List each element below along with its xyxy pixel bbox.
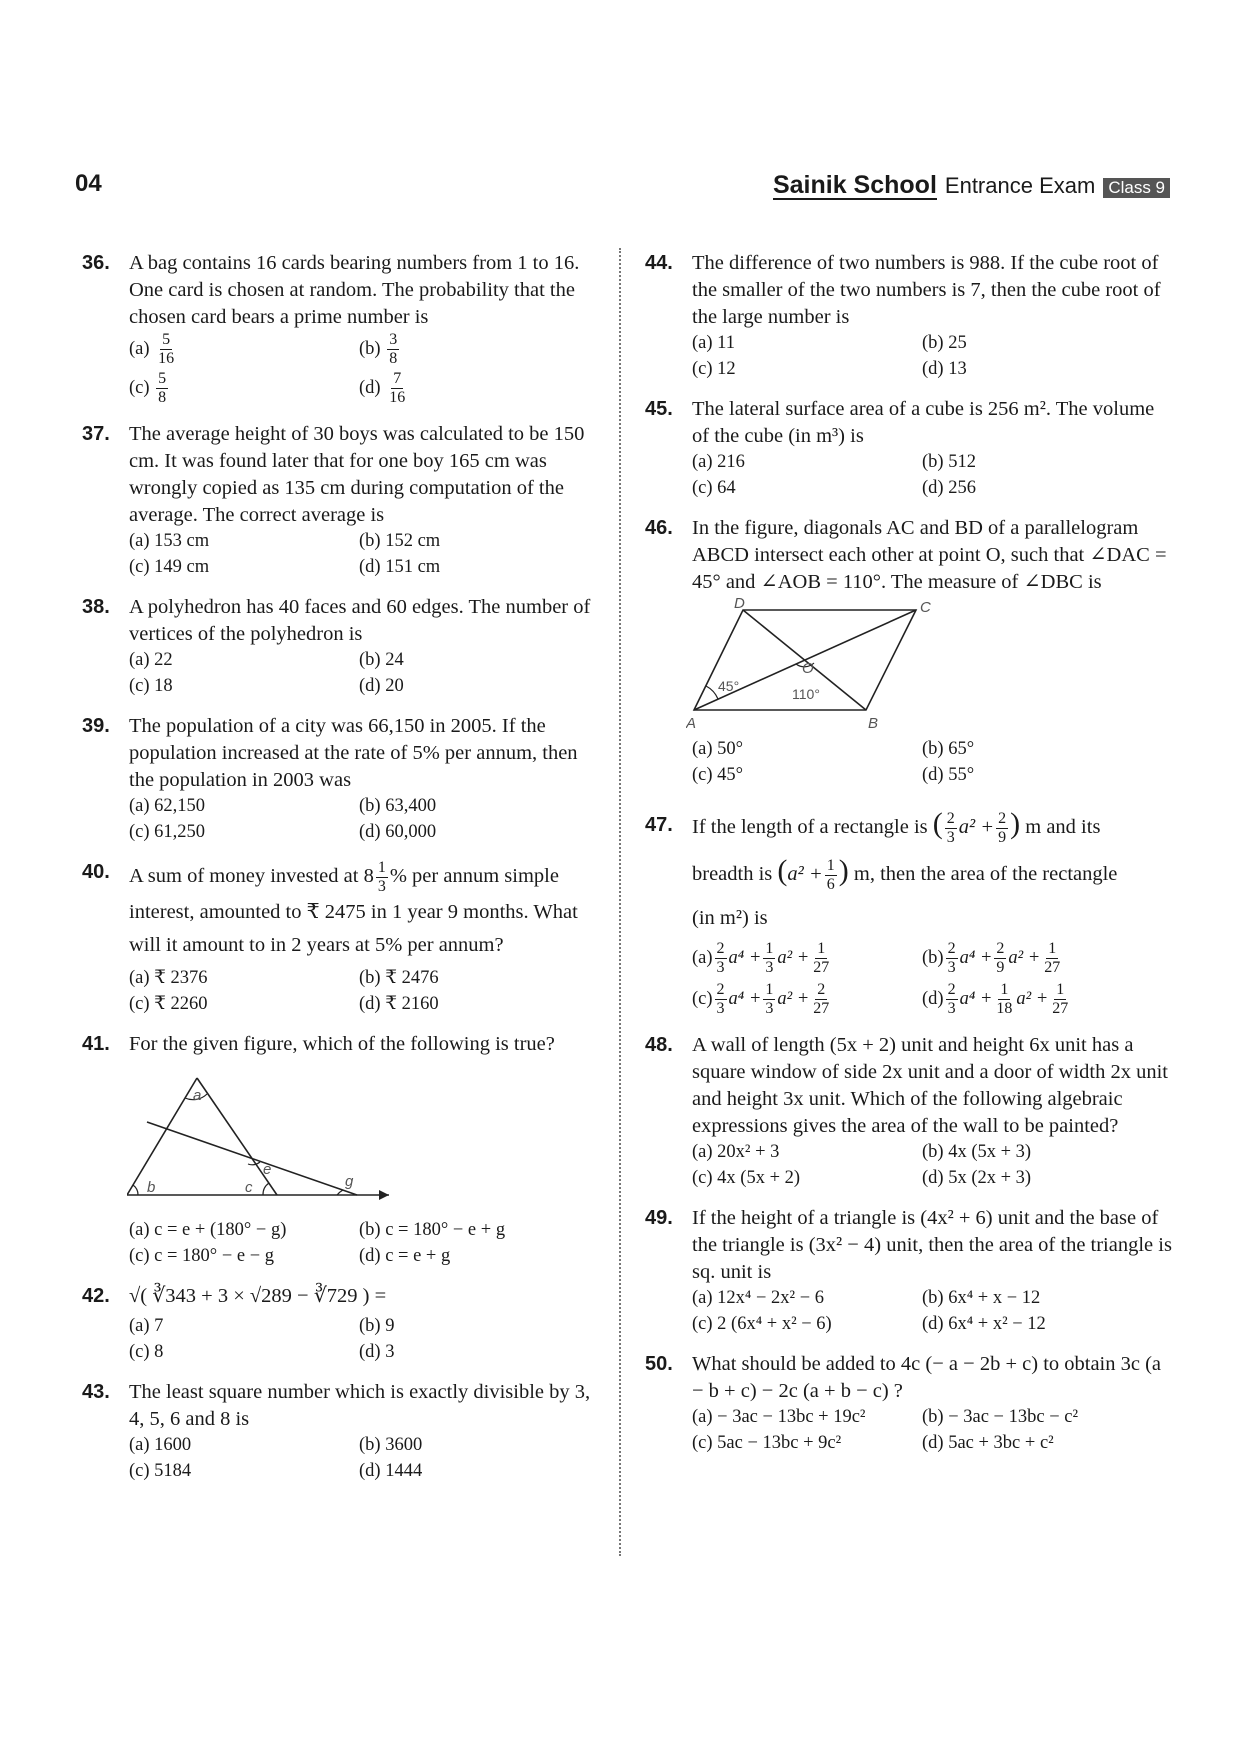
option-b: (b) 9 <box>359 1316 395 1336</box>
question-number: 49. <box>645 1207 673 1229</box>
option-b: (b) c = 180° − e + g <box>359 1220 506 1240</box>
option-d: (d) $\frac{7}{16}$ <box>359 370 406 406</box>
question-36 <box>82 250 602 407</box>
question-text: A bag contains 16 cards bearing numbers from 1 to 16. One card is chosen at random. The probability that the chosen card bears a prime number is <box>129 252 580 328</box>
option-c: (c) 64 <box>692 478 736 498</box>
question-number: 45. <box>645 398 673 420</box>
question-49 <box>645 1205 1175 1337</box>
option-a: (a) 11 <box>692 333 735 353</box>
question-43 <box>82 1379 602 1484</box>
option-d: (d) $\frac{2}{3}$ a⁴ + $\frac{1}{18}$ a² + $\frac{1}{27}$ <box>922 981 1069 1017</box>
left-column <box>82 250 602 1498</box>
label-110: 110° <box>792 686 820 702</box>
question-number: 41. <box>82 1033 110 1055</box>
label-a: a <box>193 1087 202 1104</box>
option-c: (c) 5184 <box>129 1461 192 1481</box>
options <box>692 1405 1175 1456</box>
option-c: (c) 18 <box>129 676 173 696</box>
label-g: g <box>345 1173 354 1190</box>
options <box>692 737 1175 788</box>
option-b: (b) 24 <box>359 650 404 670</box>
triangle-figure <box>127 1064 427 1214</box>
option-d: (d) 6x⁴ + x² − 12 <box>922 1314 1046 1334</box>
question-44 <box>645 250 1175 382</box>
options <box>692 1286 1175 1337</box>
option-d: (d) 256 <box>922 478 976 498</box>
option-b: (b) 25 <box>922 333 967 353</box>
options <box>129 794 602 845</box>
options <box>692 940 1175 1018</box>
question-50 <box>645 1351 1175 1456</box>
question-46 <box>645 515 1175 788</box>
option-c: (c) 12 <box>692 359 736 379</box>
question-41 <box>82 1031 602 1269</box>
option-a: (a) 62,150 <box>129 796 206 816</box>
option-b: (b) 152 cm <box>359 531 441 551</box>
fraction: $\frac{1}{3}$ <box>377 859 386 895</box>
question-40 <box>82 859 602 1017</box>
option-c: (c) 45° <box>692 765 744 785</box>
option-a: (a) 22 <box>129 650 173 670</box>
option-a: (a) $\frac{5}{16}$ <box>129 331 175 367</box>
option-d: (d) 13 <box>922 359 967 379</box>
options <box>129 966 602 1017</box>
column-divider <box>619 248 621 1556</box>
option-d: (d) 5x (2x + 3) <box>922 1168 1032 1188</box>
option-a: (a) 20x² + 3 <box>692 1142 780 1162</box>
question-39 <box>82 713 602 845</box>
question-number: 39. <box>82 715 110 737</box>
option-a: (a) − 3ac − 13bc + 19c² <box>692 1407 866 1427</box>
question-text: What should be added to 4c (− a − 2b + c) to obtain 3c (a − b + c) − 2c (a + b − c) ? <box>692 1353 1162 1402</box>
question-text: If the length of a rectangle is ( $\frac{2}{3}$ a² + $\frac{2}{9}$ ) m and its breadth is (a² + $\frac{1}{6}$ ) m, then the area of the rectangle (in m²) is <box>692 807 1118 929</box>
question-number: 38. <box>82 596 110 618</box>
question-number: 42. <box>82 1285 110 1307</box>
question-text: If the height of a triangle is (4x² + 6) unit and the base of the triangle is (3x² − 4) unit, then the area of the triangle is sq. unit is <box>692 1207 1172 1283</box>
option-a: (a) 7 <box>129 1316 164 1336</box>
question-text: The average height of 30 boys was calculated to be 150 cm. It was found later that for one boy 165 cm was wrongly copied as 135 cm during computation of the average. The correct average is <box>129 423 585 526</box>
option-d: (d) 3 <box>359 1342 395 1362</box>
label-O: O <box>802 660 814 677</box>
header-brand <box>773 172 1170 200</box>
option-b: (b) 65° <box>922 739 975 759</box>
angle-c-arc <box>263 1183 269 1195</box>
option-a: (a) ₹ 2376 <box>129 968 208 988</box>
question-number: 44. <box>645 252 673 274</box>
question-number: 50. <box>645 1353 673 1375</box>
question-text: The difference of two numbers is 988. If the cube root of the smaller of the two numbers is 7, then the cube root of the large number is <box>692 252 1161 328</box>
question-38 <box>82 594 602 699</box>
question-text: The population of a city was 66,150 in 2005. If the population increased at the rate of 5% per annum, then the population in 2003 was <box>129 715 578 791</box>
right-column <box>645 250 1175 1470</box>
option-a: (a) 1600 <box>129 1435 192 1455</box>
option-d: (d) 55° <box>922 765 975 785</box>
question-37 <box>82 421 602 580</box>
option-a: (a) $\frac{2}{3}$ a⁴ + $\frac{1}{3}$ a² + $\frac{1}{27}$ <box>692 940 830 976</box>
option-b: (b) 63,400 <box>359 796 437 816</box>
question-number: 48. <box>645 1034 673 1056</box>
label-45: 45° <box>718 678 740 694</box>
option-b: (b) 4x (5x + 3) <box>922 1142 1032 1162</box>
option-c: (c) 8 <box>129 1342 164 1362</box>
option-a: (a) 50° <box>692 739 744 759</box>
option-c: (c) 61,250 <box>129 822 206 842</box>
options <box>129 648 602 699</box>
option-c: (c) ₹ 2260 <box>129 994 208 1014</box>
options <box>129 331 602 407</box>
option-d: (d) 1444 <box>359 1461 423 1481</box>
options <box>692 450 1175 501</box>
question-expression: √( ∛343 + 3 × √289 − ∛729 ) = <box>129 1285 387 1307</box>
question-text: In the figure, diagonals AC and BD of a parallelogram ABCD intersect each other at point O, such that ∠DAC = 45° and ∠AOB = 110°. The measure of ∠DBC is <box>692 517 1167 593</box>
option-a: (a) c = e + (180° − g) <box>129 1220 287 1240</box>
parallelogram-figure <box>686 598 946 733</box>
question-45 <box>645 396 1175 501</box>
option-a: (a) 216 <box>692 452 745 472</box>
question-42 <box>82 1283 602 1365</box>
option-b: (b) $\frac{3}{8}$ <box>359 331 398 367</box>
class-badge: Class 9 <box>1103 178 1170 198</box>
options <box>129 1218 602 1269</box>
option-c: (c) $\frac{2}{3}$ a⁴ + $\frac{1}{3}$ a² + $\frac{2}{27}$ <box>692 981 830 1017</box>
option-d: (d) 60,000 <box>359 822 437 842</box>
question-number: 47. <box>645 814 673 836</box>
question-number: 46. <box>645 517 673 539</box>
option-d: (d) 20 <box>359 676 404 696</box>
question-48 <box>645 1032 1175 1191</box>
question-47 <box>645 802 1175 1018</box>
option-b: (b) 3600 <box>359 1435 423 1455</box>
question-text: The least square number which is exactly divisible by 3, 4, 5, 6 and 8 is <box>129 1381 591 1430</box>
options <box>692 331 1175 382</box>
options <box>129 1314 602 1365</box>
label-B: B <box>868 715 879 732</box>
option-c: (c) 5ac − 13bc + 9c² <box>692 1433 842 1453</box>
option-b: (b) ₹ 2476 <box>359 968 439 988</box>
option-d: (d) c = e + g <box>359 1246 451 1266</box>
label-A: A <box>686 715 697 732</box>
label-c: c <box>245 1179 253 1196</box>
option-c: (c) 149 cm <box>129 557 210 577</box>
option-c: (c) $\frac{5}{8}$ <box>129 370 167 406</box>
option-b: (b) − 3ac − 13bc − c² <box>922 1407 1079 1427</box>
option-b: (b) $\frac{2}{3}$ a⁴ + $\frac{2}{9}$ a² + $\frac{1}{27}$ <box>922 940 1061 976</box>
label-b: b <box>147 1179 156 1196</box>
question-text: For the given figure, which of the following is true? <box>129 1033 555 1055</box>
options <box>692 1140 1175 1191</box>
brand-subtitle: Entrance Exam <box>944 173 1096 198</box>
brand-title: Sainik School <box>772 171 937 199</box>
option-b: (b) 512 <box>922 452 976 472</box>
angle-dac-arc <box>706 686 718 699</box>
question-text: A sum of money invested at 8 $\frac{1}{3}$ % per annum simple interest, amounted to ₹ 2475 in 1 year 9 months. What will it amount to in 2 years at 5% per annum? <box>129 859 578 956</box>
options <box>129 529 602 580</box>
option-c: (c) 2 (6x⁴ + x² − 6) <box>692 1314 832 1334</box>
option-b: (b) 6x⁴ + x − 12 <box>922 1288 1041 1308</box>
option-d: (d) 5ac + 3bc + c² <box>922 1433 1054 1453</box>
question-number: 40. <box>82 861 110 883</box>
option-d: (d) 151 cm <box>359 557 441 577</box>
question-number: 36. <box>82 252 110 274</box>
label-C: C <box>920 599 931 616</box>
option-d: (d) ₹ 2160 <box>359 994 439 1014</box>
option-a: (a) 12x⁴ − 2x² − 6 <box>692 1288 825 1308</box>
options <box>129 1433 602 1484</box>
option-c: (c) c = 180° − e − g <box>129 1246 275 1266</box>
question-text: A wall of length (5x + 2) unit and height 6x unit has a square window of side 2x unit and a door of width 2x unit and height 3x unit. Which of the following algebraic expressions gives the area of the wall to be painted? <box>692 1034 1168 1137</box>
arrow-head <box>379 1190 389 1200</box>
label-D: D <box>734 598 745 612</box>
question-number: 37. <box>82 423 110 445</box>
question-text: A polyhedron has 40 faces and 60 edges. The number of vertices of the polyhedron is <box>129 596 591 645</box>
question-number: 43. <box>82 1381 110 1403</box>
question-text: The lateral surface area of a cube is 256 m². The volume of the cube (in m³) is <box>692 398 1155 447</box>
option-c: (c) 4x (5x + 2) <box>692 1168 801 1188</box>
label-e: e <box>263 1161 272 1178</box>
page-number: 04 <box>75 170 102 197</box>
option-a: (a) 153 cm <box>129 531 210 551</box>
angle-b-arc <box>133 1185 138 1195</box>
